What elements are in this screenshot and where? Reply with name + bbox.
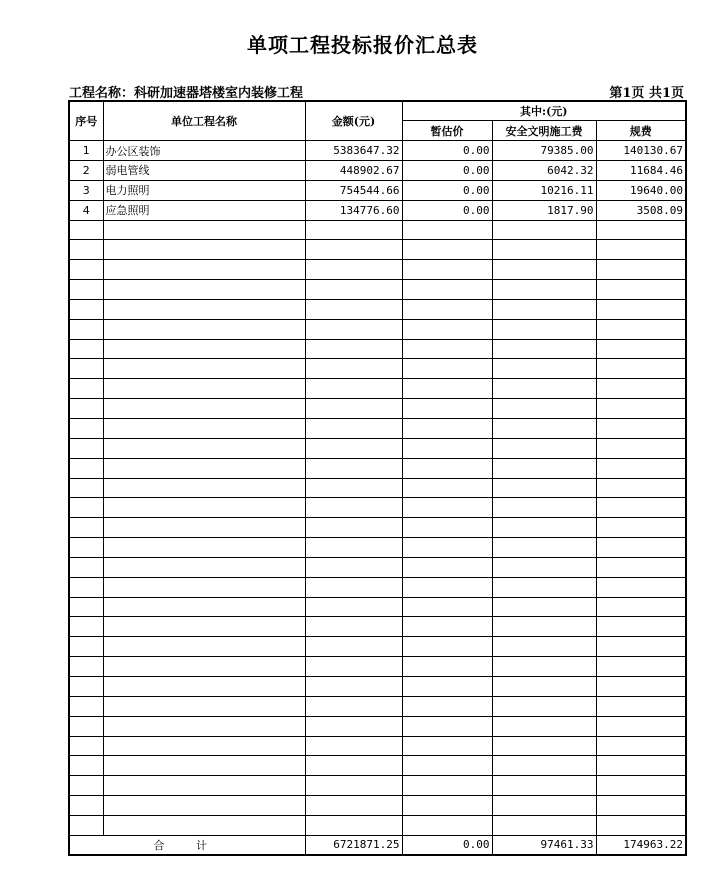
table-row xyxy=(69,200,686,220)
empty-cell xyxy=(492,299,596,319)
empty-cell xyxy=(69,676,103,696)
empty-cell xyxy=(402,438,492,458)
empty-cell xyxy=(492,379,596,399)
empty-cell xyxy=(69,557,103,577)
empty-cell xyxy=(596,419,686,439)
empty-cell xyxy=(596,776,686,796)
empty-row xyxy=(69,438,686,458)
empty-cell xyxy=(492,438,596,458)
empty-cell xyxy=(69,399,103,419)
empty-row xyxy=(69,220,686,240)
empty-row xyxy=(69,319,686,339)
empty-cell xyxy=(103,557,305,577)
empty-row xyxy=(69,518,686,538)
empty-cell xyxy=(103,339,305,359)
empty-cell xyxy=(305,676,402,696)
empty-cell xyxy=(492,339,596,359)
empty-cell xyxy=(492,359,596,379)
empty-row xyxy=(69,676,686,696)
empty-cell xyxy=(492,776,596,796)
empty-cell xyxy=(402,299,492,319)
empty-row xyxy=(69,240,686,260)
empty-cell xyxy=(402,260,492,280)
empty-cell xyxy=(402,458,492,478)
empty-cell xyxy=(305,776,402,796)
total-fees: 174963.22 xyxy=(596,835,686,855)
empty-cell xyxy=(492,796,596,816)
empty-cell xyxy=(402,379,492,399)
row-index: 4 xyxy=(69,200,103,220)
empty-cell xyxy=(596,280,686,300)
empty-cell xyxy=(103,577,305,597)
empty-cell xyxy=(305,379,402,399)
empty-cell xyxy=(402,796,492,816)
empty-row xyxy=(69,815,686,835)
empty-cell xyxy=(69,696,103,716)
empty-cell xyxy=(402,577,492,597)
row-amount: 754544.66 xyxy=(305,180,402,200)
empty-cell xyxy=(492,498,596,518)
empty-cell xyxy=(69,359,103,379)
empty-cell xyxy=(596,716,686,736)
empty-cell xyxy=(103,478,305,498)
empty-row xyxy=(69,280,686,300)
empty-row xyxy=(69,399,686,419)
row-fees: 19640.00 xyxy=(596,180,686,200)
empty-cell xyxy=(305,796,402,816)
empty-cell xyxy=(402,419,492,439)
empty-cell xyxy=(69,776,103,796)
empty-cell xyxy=(69,240,103,260)
empty-cell xyxy=(492,597,596,617)
empty-cell xyxy=(305,557,402,577)
total-amount: 6721871.25 xyxy=(305,835,402,855)
empty-row xyxy=(69,299,686,319)
empty-cell xyxy=(596,458,686,478)
empty-cell xyxy=(492,756,596,776)
row-name: 办公区装饰 xyxy=(103,141,305,161)
empty-cell xyxy=(492,280,596,300)
empty-row xyxy=(69,538,686,558)
empty-row xyxy=(69,577,686,597)
empty-cell xyxy=(492,637,596,657)
header-fees: 规费 xyxy=(596,121,686,141)
header-of-which: 其中:(元) xyxy=(402,101,686,121)
empty-row xyxy=(69,458,686,478)
table-row xyxy=(69,141,686,161)
empty-cell xyxy=(596,438,686,458)
empty-cell xyxy=(402,696,492,716)
row-fees: 140130.67 xyxy=(596,141,686,161)
empty-cell xyxy=(596,538,686,558)
empty-cell xyxy=(596,696,686,716)
empty-cell xyxy=(305,419,402,439)
project-name: 工程名称：科研加速器塔楼室内装修工程 xyxy=(69,86,304,101)
empty-cell xyxy=(492,716,596,736)
empty-cell xyxy=(305,498,402,518)
empty-row xyxy=(69,478,686,498)
empty-cell xyxy=(103,240,305,260)
empty-cell xyxy=(305,280,402,300)
total-row xyxy=(69,835,686,855)
empty-cell xyxy=(492,260,596,280)
empty-cell xyxy=(596,756,686,776)
header-unit-name: 单位工程名称 xyxy=(103,101,305,141)
empty-cell xyxy=(492,538,596,558)
empty-cell xyxy=(69,637,103,657)
empty-cell xyxy=(596,240,686,260)
empty-row xyxy=(69,379,686,399)
empty-row xyxy=(69,617,686,637)
empty-cell xyxy=(305,319,402,339)
empty-cell xyxy=(103,756,305,776)
empty-cell xyxy=(69,438,103,458)
empty-row xyxy=(69,597,686,617)
empty-cell xyxy=(69,419,103,439)
empty-cell xyxy=(103,438,305,458)
empty-cell xyxy=(103,736,305,756)
empty-cell xyxy=(69,478,103,498)
empty-cell xyxy=(305,299,402,319)
empty-cell xyxy=(402,399,492,419)
empty-cell xyxy=(305,696,402,716)
empty-cell xyxy=(305,716,402,736)
empty-cell xyxy=(305,478,402,498)
row-index: 2 xyxy=(69,161,103,181)
total-provisional: 0.00 xyxy=(402,835,492,855)
empty-cell xyxy=(596,736,686,756)
empty-cell xyxy=(305,597,402,617)
empty-cell xyxy=(402,776,492,796)
empty-cell xyxy=(305,538,402,558)
empty-cell xyxy=(103,796,305,816)
empty-cell xyxy=(492,319,596,339)
empty-cell xyxy=(402,240,492,260)
empty-cell xyxy=(596,478,686,498)
empty-cell xyxy=(402,498,492,518)
empty-cell xyxy=(402,676,492,696)
empty-cell xyxy=(402,716,492,736)
empty-cell xyxy=(69,220,103,240)
row-fees: 11684.46 xyxy=(596,161,686,181)
empty-row xyxy=(69,696,686,716)
row-provisional: 0.00 xyxy=(402,161,492,181)
empty-cell xyxy=(103,458,305,478)
empty-row xyxy=(69,756,686,776)
empty-cell xyxy=(69,756,103,776)
empty-cell xyxy=(103,498,305,518)
row-name: 电力照明 xyxy=(103,180,305,200)
empty-cell xyxy=(305,657,402,677)
empty-row xyxy=(69,419,686,439)
row-name: 应急照明 xyxy=(103,200,305,220)
empty-cell xyxy=(492,557,596,577)
empty-cell xyxy=(69,796,103,816)
table-row xyxy=(69,161,686,181)
empty-cell xyxy=(492,696,596,716)
row-amount: 5383647.32 xyxy=(305,141,402,161)
empty-cell xyxy=(305,399,402,419)
empty-cell xyxy=(402,478,492,498)
empty-row xyxy=(69,736,686,756)
empty-row xyxy=(69,260,686,280)
empty-cell xyxy=(402,617,492,637)
empty-cell xyxy=(402,359,492,379)
empty-cell xyxy=(596,299,686,319)
empty-cell xyxy=(305,617,402,637)
empty-cell xyxy=(69,657,103,677)
empty-cell xyxy=(492,676,596,696)
row-safety: 6042.32 xyxy=(492,161,596,181)
header-safety: 安全文明施工费 xyxy=(492,121,596,141)
empty-cell xyxy=(103,399,305,419)
empty-cell xyxy=(402,518,492,538)
total-safety: 97461.33 xyxy=(492,835,596,855)
empty-cell xyxy=(402,597,492,617)
empty-cell xyxy=(596,319,686,339)
empty-cell xyxy=(402,657,492,677)
empty-cell xyxy=(103,538,305,558)
empty-cell xyxy=(103,280,305,300)
empty-cell xyxy=(103,676,305,696)
empty-cell xyxy=(103,716,305,736)
empty-cell xyxy=(596,657,686,677)
empty-cell xyxy=(305,736,402,756)
empty-cell xyxy=(69,597,103,617)
empty-cell xyxy=(69,617,103,637)
row-fees: 3508.09 xyxy=(596,200,686,220)
empty-cell xyxy=(305,458,402,478)
empty-cell xyxy=(402,280,492,300)
empty-cell xyxy=(492,617,596,637)
empty-cell xyxy=(305,260,402,280)
empty-cell xyxy=(103,359,305,379)
empty-row xyxy=(69,498,686,518)
empty-cell xyxy=(103,637,305,657)
empty-cell xyxy=(305,637,402,657)
empty-cell xyxy=(596,339,686,359)
empty-cell xyxy=(69,299,103,319)
empty-cell xyxy=(69,815,103,835)
empty-cell xyxy=(103,657,305,677)
row-safety: 1817.90 xyxy=(492,200,596,220)
empty-cell xyxy=(596,577,686,597)
empty-cell xyxy=(103,319,305,339)
empty-row xyxy=(69,359,686,379)
empty-cell xyxy=(596,498,686,518)
row-provisional: 0.00 xyxy=(402,200,492,220)
empty-row xyxy=(69,776,686,796)
empty-cell xyxy=(103,419,305,439)
empty-cell xyxy=(305,577,402,597)
empty-cell xyxy=(596,379,686,399)
empty-row xyxy=(69,657,686,677)
empty-cell xyxy=(596,676,686,696)
empty-cell xyxy=(492,736,596,756)
empty-cell xyxy=(596,617,686,637)
empty-cell xyxy=(492,478,596,498)
empty-cell xyxy=(492,518,596,538)
row-provisional: 0.00 xyxy=(402,180,492,200)
empty-cell xyxy=(596,399,686,419)
empty-cell xyxy=(596,220,686,240)
empty-cell xyxy=(305,438,402,458)
table-body xyxy=(69,141,686,836)
empty-cell xyxy=(402,319,492,339)
empty-cell xyxy=(596,637,686,657)
row-safety: 79385.00 xyxy=(492,141,596,161)
empty-cell xyxy=(596,796,686,816)
empty-cell xyxy=(69,716,103,736)
empty-cell xyxy=(103,815,305,835)
empty-cell xyxy=(103,299,305,319)
header-index: 序号 xyxy=(69,101,103,141)
empty-cell xyxy=(492,458,596,478)
empty-row xyxy=(69,557,686,577)
empty-cell xyxy=(596,597,686,617)
summary-table xyxy=(68,100,687,856)
table-row xyxy=(69,180,686,200)
empty-cell xyxy=(305,220,402,240)
empty-cell xyxy=(69,339,103,359)
total-label: 合 计 xyxy=(69,835,305,855)
empty-cell xyxy=(103,696,305,716)
empty-cell xyxy=(305,339,402,359)
row-provisional: 0.00 xyxy=(402,141,492,161)
empty-cell xyxy=(69,280,103,300)
empty-cell xyxy=(69,260,103,280)
empty-cell xyxy=(402,538,492,558)
empty-cell xyxy=(103,379,305,399)
empty-row xyxy=(69,716,686,736)
empty-cell xyxy=(492,419,596,439)
empty-cell xyxy=(305,359,402,379)
empty-cell xyxy=(69,498,103,518)
empty-cell xyxy=(305,756,402,776)
empty-cell xyxy=(402,339,492,359)
empty-cell xyxy=(596,518,686,538)
empty-cell xyxy=(305,815,402,835)
page-info: 第1页 共1页 xyxy=(609,86,684,101)
empty-cell xyxy=(596,557,686,577)
empty-cell xyxy=(402,736,492,756)
page-title: 单项工程投标报价汇总表 xyxy=(247,33,478,57)
empty-cell xyxy=(492,240,596,260)
empty-cell xyxy=(402,557,492,577)
empty-cell xyxy=(103,220,305,240)
empty-cell xyxy=(69,518,103,538)
empty-cell xyxy=(492,399,596,419)
empty-cell xyxy=(492,657,596,677)
empty-cell xyxy=(69,319,103,339)
row-amount: 448902.67 xyxy=(305,161,402,181)
empty-cell xyxy=(596,359,686,379)
empty-cell xyxy=(103,597,305,617)
empty-cell xyxy=(305,240,402,260)
empty-cell xyxy=(402,220,492,240)
empty-row xyxy=(69,637,686,657)
row-amount: 134776.60 xyxy=(305,200,402,220)
empty-cell xyxy=(402,815,492,835)
empty-cell xyxy=(305,518,402,538)
empty-cell xyxy=(103,518,305,538)
row-safety: 10216.11 xyxy=(492,180,596,200)
empty-cell xyxy=(103,617,305,637)
empty-cell xyxy=(492,220,596,240)
empty-cell xyxy=(402,637,492,657)
empty-cell xyxy=(402,756,492,776)
empty-cell xyxy=(596,815,686,835)
empty-cell xyxy=(69,458,103,478)
header-provisional: 暂估价 xyxy=(402,121,492,141)
header-amount: 金额(元) xyxy=(305,101,402,141)
empty-row xyxy=(69,796,686,816)
empty-cell xyxy=(103,776,305,796)
empty-cell xyxy=(596,260,686,280)
row-index: 1 xyxy=(69,141,103,161)
row-index: 3 xyxy=(69,180,103,200)
empty-cell xyxy=(492,577,596,597)
empty-cell xyxy=(69,379,103,399)
empty-cell xyxy=(492,815,596,835)
empty-cell xyxy=(69,577,103,597)
empty-cell xyxy=(69,736,103,756)
empty-cell xyxy=(103,260,305,280)
row-name: 弱电管线 xyxy=(103,161,305,181)
empty-row xyxy=(69,339,686,359)
empty-cell xyxy=(69,538,103,558)
